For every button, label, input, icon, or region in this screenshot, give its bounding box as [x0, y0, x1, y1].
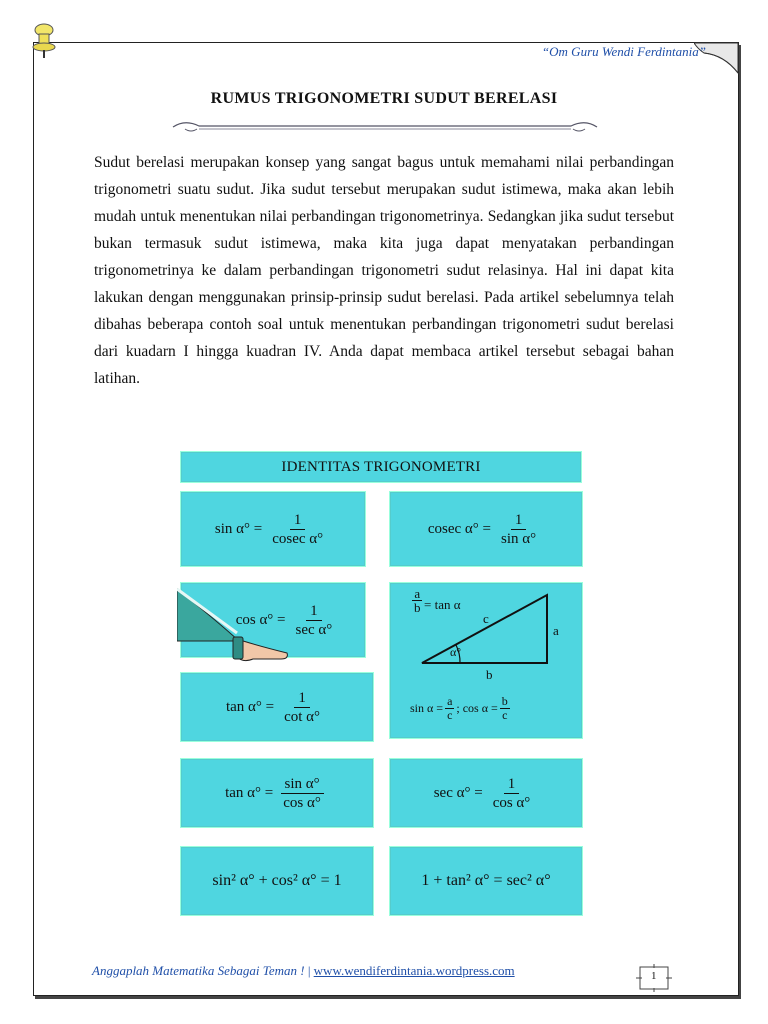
footer — [92, 963, 515, 979]
ornament-divider — [165, 117, 605, 135]
numerator: 1 — [294, 690, 310, 708]
cos-ratio-lhs: ; cos α = — [456, 701, 498, 715]
numerator: 1 — [504, 776, 520, 794]
side-c-label: c — [483, 611, 489, 626]
page-number: 1 — [651, 970, 657, 982]
panel-title: IDENTITAS TRIGONOMETRI — [281, 458, 481, 475]
footer-website-link[interactable]: www.wendiferdintania.wordpress.com — [313, 963, 515, 978]
formula-tan-sincos — [180, 758, 374, 828]
numerator: 1 — [306, 603, 322, 621]
denominator: c — [447, 708, 453, 722]
pushpin-icon — [30, 22, 58, 62]
footer-separator: | — [307, 963, 311, 978]
denominator: sec α° — [295, 621, 333, 638]
ratio-rhs: = tan α — [424, 597, 461, 612]
numerator: b — [501, 694, 508, 708]
page-title: RUMUS TRIGONOMETRI SUDUT BERELASI — [210, 90, 558, 107]
ratio-numerator: a — [414, 586, 421, 601]
pointing-hand-icon — [177, 581, 297, 671]
denominator: c — [502, 708, 508, 722]
side-a-label: a — [553, 623, 559, 638]
panel-title-box — [180, 451, 582, 483]
side-b-label: b — [486, 667, 493, 682]
numerator: a — [447, 694, 453, 708]
formula-lhs: cosec α° = — [427, 520, 491, 537]
pythagorean-identity-2: 1 + tan² α° = sec² α° — [421, 872, 551, 889]
identity-panel — [180, 451, 584, 924]
header-quote: “Om Guru Wendi Ferdintania” — [541, 44, 706, 59]
formula-lhs: cos α° = — [235, 611, 286, 628]
numerator: 1 — [290, 512, 306, 530]
formula-pythagorean-2 — [389, 846, 583, 916]
formula-lhs: tan α° = — [225, 784, 274, 801]
denominator: cosec α° — [272, 530, 324, 547]
formula-tan-cot — [180, 672, 374, 742]
sin-cos-ratios — [410, 695, 512, 722]
formula-lhs: sin α° = — [214, 520, 263, 537]
ratio-denominator: b — [414, 600, 421, 615]
formula-pythagorean-1 — [180, 846, 374, 916]
triangle-box — [389, 582, 583, 739]
pythagorean-identity-1: sin² α° + cos² α° = 1 — [212, 872, 342, 889]
denominator: sin α° — [501, 530, 537, 547]
formula-cosec — [389, 491, 583, 567]
formula-lhs: tan α° = — [225, 698, 275, 715]
denominator: cot α° — [284, 708, 321, 725]
denominator: cos α° — [492, 794, 531, 811]
footer-motto: Anggaplah Matematika Sebagai Teman ! — [92, 963, 305, 978]
formula-lhs: sec α° = — [433, 784, 483, 801]
denominator: cos α° — [283, 794, 321, 811]
numerator: 1 — [511, 512, 527, 530]
sin-ratio-lhs: sin α = — [410, 701, 444, 715]
formula-sin — [180, 491, 366, 567]
intro-paragraph: Sudut berelasi merupakan konsep yang sangat bagus untuk memahami nilai perbandingan trigonometri suatu sudut. Jika sudut tersebut merupakan sudut istimewa, maka akan lebih mudah untuk menentukan nilai perbandingan trigonometrinya. Sedangkan jika sudut tersebut bukan termasuk sudut istimewa, maka kita juga dapat menyatakan perbandingan trigonometrinya ke dalam perbandingan trigonometri sudut relasinya. Hal ini dapat kita lakukan dengan menggunakan prinsip-prinsip sudut berelasi. Pada artikel sebelumnya telah dibahas beberapa contoh soal untuk menentukan perbandingan trigonometri sudut berelasi dari kuadarn I hingga kuadran IV. Anda dapat membaca artikel tersebut sebagai bahan latihan. — [94, 154, 674, 387]
numerator: sin α° — [281, 776, 324, 794]
angle-label: α° — [450, 645, 462, 659]
formula-sec — [389, 758, 583, 828]
